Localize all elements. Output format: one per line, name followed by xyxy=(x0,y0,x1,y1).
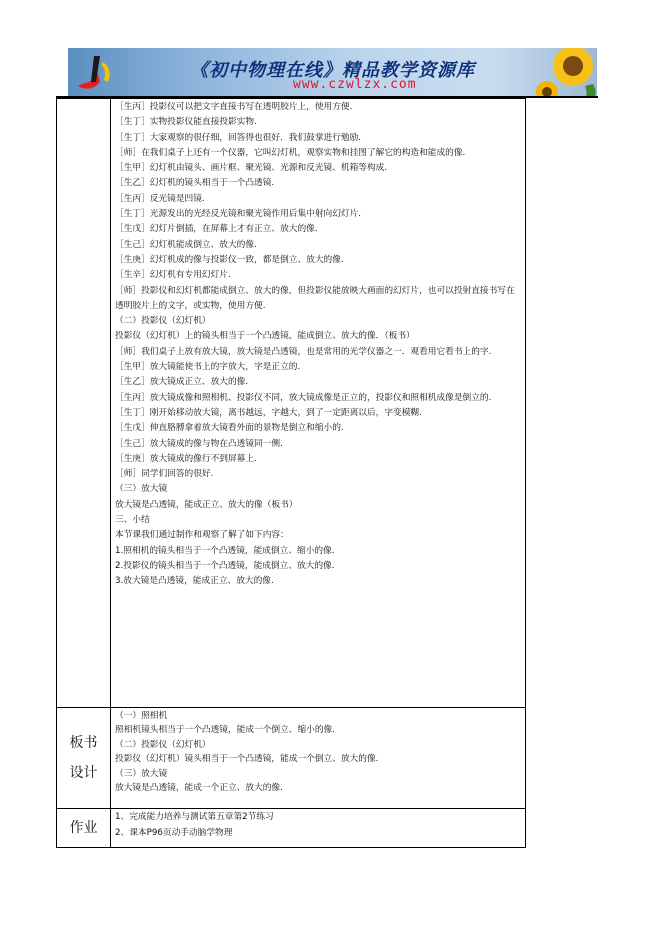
text-line: 2.投影仪的镜头相当于一个凸透镜，能成倒立、放大的像. xyxy=(115,560,335,571)
banner-url[interactable]: www.czwlzx.com xyxy=(293,77,417,92)
text-line: ［师］我们桌子上放有放大镜，放大镜是凸透镜，也是常用的光学仪器之一．观看用它看书上的字. xyxy=(115,346,492,357)
main-content-cell xyxy=(111,99,526,708)
text-line: 放大镜是凸透镜，能成一个正立、放大的像. xyxy=(115,783,283,794)
text-line: ［生乙］幻灯机的镜头相当于一个凸透镜. xyxy=(115,178,275,189)
logo-icon xyxy=(74,52,116,92)
text-line: ［生丁］实物投影仪能直接投影实物. xyxy=(115,117,257,128)
text-line: （二）投影仪（幻灯机） xyxy=(115,739,211,750)
header-banner xyxy=(68,48,597,96)
board-label-bottom: 设计 xyxy=(69,765,98,781)
text-line: ［生戊］幻灯片倒插，在屏幕上才有正立、放大的像. xyxy=(115,224,318,235)
board-label-top: 板书 xyxy=(69,735,98,751)
text-line: ［师］在我们桌子上还有一个仪器，它叫幻灯机，观察实物和挂图了解它的构造和能成的像. xyxy=(115,147,466,158)
board-design-row xyxy=(57,708,526,809)
text-line: ［师］投影仪和幻灯机都能成倒立、放大的像，但投影仪能放映大画面的幻灯片，也可以投射直接书写在透明胶片上的文字，或实物，使用方便. xyxy=(115,285,515,311)
homework-label: 作业 xyxy=(57,809,111,848)
homework-cell xyxy=(111,809,526,848)
text-line: 放大镜是凸透镜，能成正立、放大的像（板书） xyxy=(115,499,298,510)
text-line: ［生丙］投影仪可以把文字直接书写在透明胶片上，使用方便. xyxy=(115,102,353,112)
sunflower-icon xyxy=(533,48,597,96)
text-line: 照相机镜头相当于一个凸透镜，能成一个倒立、缩小的像. xyxy=(115,725,335,736)
board-design-cell xyxy=(111,708,526,809)
text-line: （二）投影仪（幻灯机） xyxy=(115,316,211,327)
main-lines xyxy=(115,100,521,590)
text-line: ［生己］幻灯机能成倒立、放大的像. xyxy=(115,239,257,250)
text-line: （一）照相机 xyxy=(115,711,168,721)
text-line: ［师］同学们回答的很好. xyxy=(115,469,214,480)
empty-label-cell xyxy=(57,99,111,708)
text-line: 2、课本P96页动手动脑学物理 xyxy=(115,827,233,838)
lesson-table xyxy=(56,98,526,848)
text-line: ［生甲］放大镜能使书上的字放大，字是正立的. xyxy=(115,362,301,373)
text-line: ［生辛］幻灯机有专用幻灯片. xyxy=(115,270,231,281)
board-design-label xyxy=(57,708,111,809)
homework-lines xyxy=(115,810,521,841)
text-line: ［生丙］反光镜是凹镜. xyxy=(115,193,205,204)
text-line: 投影仪（幻灯机）上的镜头相当于一个凸透镜，能成倒立、放大的像．（板书） xyxy=(115,331,415,342)
text-line: ［生庚］幻灯机成的像与投影仪一致，都是倒立、放大的像. xyxy=(115,254,344,265)
board-lines xyxy=(115,709,521,795)
text-line: ［生丁］刚开始移动放大镜，离书越远，字越大，到了一定距离以后，字变模糊. xyxy=(115,407,422,418)
text-line: 投影仪（幻灯机）镜头相当于一个凸透镜，能成一个倒立、放大的像. xyxy=(115,754,379,765)
banner-title: 《初中物理在线》精品教学资源库 xyxy=(190,60,475,81)
text-line: ［生丁］大家观察的很仔细，回答得也很好．我们鼓掌进行勉励. xyxy=(115,132,362,143)
main-content-row xyxy=(57,99,526,708)
text-line: ［生庚］放大镜成的像行不到屏幕上. xyxy=(115,453,257,464)
text-line: 三、小结 xyxy=(115,515,150,526)
text-line: （三）放大镜 xyxy=(115,484,168,495)
homework-row xyxy=(57,809,526,848)
text-line: 本节课我们通过制作和观察了解了如下内容： xyxy=(115,530,289,541)
text-line: ［生己］放大镜成的像与物在凸透镜同一侧. xyxy=(115,438,283,449)
text-line: ［生乙］放大镜成正立、放大的像. xyxy=(115,377,249,388)
text-line: 1.照相机的镜头相当于一个凸透镜，能成倒立、缩小的像. xyxy=(115,545,335,556)
text-line: ［生丁］光源发出的光经反光镜和聚光镜作用后集中射向幻灯片. xyxy=(115,209,362,220)
text-line: ［生丙］放大镜成像和照相机、投影仪不同，放大镜成像是正立的，投影仪和照相机成像是倒立的. xyxy=(115,392,492,403)
text-line: （三）放大镜 xyxy=(115,768,168,779)
text-line: 3.放大镜是凸透镜，能成正立、放大的像. xyxy=(115,576,274,587)
text-line: ［生戊］伸直胳膊拿着放大镜看外面的景物是倒立和缩小的. xyxy=(115,423,344,434)
text-line: ［生甲］幻灯机由镜头、画片框、聚光镜、光源和反光镜、机箱等构成. xyxy=(115,163,388,174)
text-line: 1、完成能力培养与测试第五章第2节练习 xyxy=(115,812,274,822)
